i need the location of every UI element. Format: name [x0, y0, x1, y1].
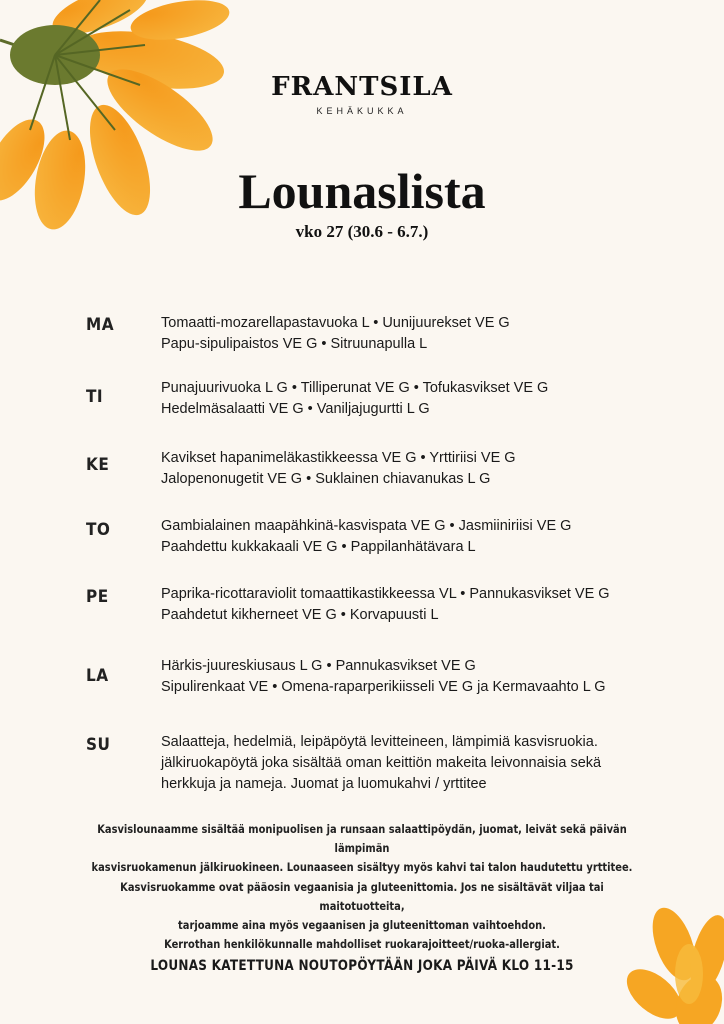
menu-line: Tomaatti-mozarellapastavuoka L • Uunijuurekset VE G	[161, 315, 510, 331]
menu-line: jälkiruokapöytä joka sisältää oman keittiön makeita leivonnaisia sekä	[161, 755, 602, 771]
menu-line: Paahdettu kukkakaali VE G • Pappilanhätävara L	[161, 539, 476, 555]
menu-line: Härkis-juureskiusaus L G • Pannukasvikset VE G	[161, 658, 476, 674]
day-label-ke: KE	[86, 455, 110, 475]
menu-line: Jalopenonugetit VE G • Suklainen chiavanukas L G	[161, 471, 491, 487]
menu-line: Hedelmäsalaatti VE G • Vaniljajugurtti L G	[161, 401, 430, 417]
menu-line: Paahdetut kikherneet VE G • Korvapuusti L	[161, 607, 439, 623]
menu-line: Papu-sipulipaistos VE G • Sitruunapulla L	[161, 336, 428, 352]
day-label-la: LA	[86, 666, 109, 686]
info-line: kasvisruokamenun jälkiruokineen. Lounaaseen sisältyy myös kahvi tai talon haudutettu yrttitee.	[91, 860, 633, 874]
menu-line: Kavikset hapanimeläkastikkeessa VE G • Yrttiriisi VE G	[161, 450, 516, 466]
day-menu-ti	[161, 378, 681, 420]
info-line: Kasvisruokamme ovat pääosin vegaanisia ja gluteenittomia. Jos ne sisältävät viljaa tai maitotuotteita,	[120, 880, 604, 913]
menu-line: herkkuja ja nameja. Juomat ja luomukahvi / yrttitee	[161, 776, 487, 792]
day-menu-pe	[161, 584, 681, 626]
day-menu-ke	[161, 448, 681, 490]
menu-line: Paprika-ricottaraviolit tomaattikastikkeessa VL • Pannukasvikset VE G	[161, 586, 610, 602]
menu-line: Gambialainen maapähkinä-kasvispata VE G • Jasmiiniriisi VE G	[161, 518, 572, 534]
brand-logo	[0, 72, 724, 116]
day-label-ma: MA	[86, 315, 115, 335]
day-menu-to	[161, 516, 681, 558]
brand-subtitle: KEHÄKUKKA	[316, 106, 408, 116]
serving-hours: LOUNAS KATETTUNA NOUTOPÖYTÄÄN JOKA PÄIVÄ KLO 11-15	[150, 958, 574, 974]
day-menu-su	[161, 732, 681, 795]
week-subtitle: vko 27 (30.6 - 6.7.)	[295, 222, 429, 241]
info-line: Kerrothan henkilökunnalle mahdolliset ruokarajoitteet/ruoka-allergiat.	[164, 937, 560, 951]
menu-line: Sipulirenkaat VE • Omena-raparperikiisseli VE G ja Kermavaahto L G	[161, 679, 606, 695]
day-label-to: TO	[86, 520, 111, 540]
info-paragraph-2	[85, 878, 639, 954]
day-label-su: SU	[86, 735, 111, 755]
day-label-pe: PE	[86, 587, 109, 607]
menu-line: Salaatteja, hedelmiä, leipäpöytä levitteineen, lämpimiä kasvisruokia.	[161, 734, 598, 750]
day-menu-ma	[161, 313, 681, 355]
brand-name: FRANTSILA	[271, 72, 453, 102]
menu-line: Punajuurivuoka L G • Tilliperunat VE G • Tofukasvikset VE G	[161, 380, 549, 396]
page-title: Lounaslista	[238, 163, 486, 219]
info-paragraph-1	[85, 820, 639, 877]
info-line: tarjoamme aina myös vegaanisen ja gluteenittoman vaihtoehdon.	[178, 918, 546, 932]
info-line: Kasvislounaamme sisältää monipuolisen ja runsaan salaattipöydän, juomat, leivät sekä päivän lämpimän	[97, 822, 627, 855]
day-menu-la	[161, 656, 681, 698]
day-label-ti: TI	[86, 387, 104, 407]
